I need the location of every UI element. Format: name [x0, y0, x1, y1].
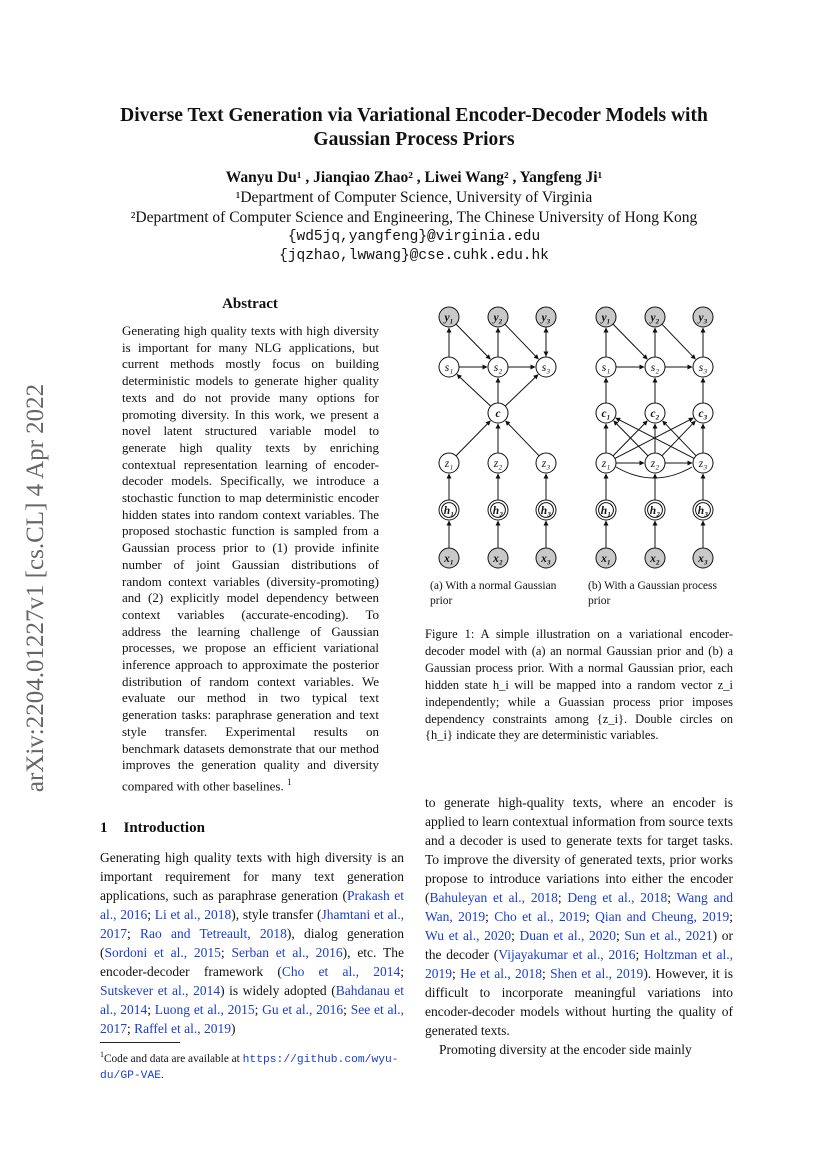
svg-text:x₃: x₃: [541, 553, 551, 565]
node-h: [488, 500, 508, 520]
svg-text:s₃: s₃: [698, 362, 708, 374]
svg-text:h₃: h₃: [540, 505, 552, 517]
svg-text:y₃: y₃: [698, 312, 708, 324]
node-x: [645, 548, 665, 568]
graph-edge: [456, 421, 490, 456]
footnote-mark: 1: [100, 1050, 104, 1059]
node-x: [439, 548, 459, 568]
text-run: ): [231, 1021, 236, 1036]
email-2: {jqzhao,lwwang}@cse.cuhk.edu.hk: [279, 248, 549, 264]
text-run: ) is widely adopted (: [220, 983, 336, 998]
footnote-rule: [100, 1042, 180, 1043]
graph-edge: [662, 324, 695, 359]
title-line-1: Diverse Text Generation via Variational Encoder-Decoder Models with: [120, 105, 708, 126]
node-s: [596, 357, 616, 377]
authors: Wanyu Du¹ , Jianqiao Zhao² , Liwei Wang² , Yangfeng Ji¹: [225, 169, 603, 186]
svg-text:c₂: c₂: [650, 408, 660, 420]
citation-link[interactable]: Cho et al., 2019: [494, 909, 586, 924]
figure-1: [422, 296, 738, 616]
node-y: [439, 307, 459, 327]
subcaption-b: (b) With a Gaussian process prior: [588, 580, 717, 607]
footnote-url-link[interactable]: https://github.com/wyu-du/GP-VAE: [100, 1053, 399, 1083]
node-x: [693, 548, 713, 568]
citation-link[interactable]: Vijayakumar et al., 2016: [498, 947, 636, 962]
svg-text:x₁: x₁: [444, 553, 454, 565]
svg-text:s₂: s₂: [493, 362, 503, 374]
svg-text:z₁: z₁: [444, 458, 454, 470]
citation-link[interactable]: Cho et al., 2014: [281, 964, 401, 979]
abstract-body: [122, 323, 379, 795]
arxiv-stamp: [6, 318, 66, 858]
svg-text:h₁: h₁: [600, 505, 612, 517]
svg-text:z₃: z₃: [698, 458, 708, 470]
svg-text:y₂: y₂: [650, 312, 660, 324]
section-title: Introduction: [123, 820, 205, 836]
citation-link[interactable]: Serban et al., 2016: [231, 945, 343, 960]
citation-link[interactable]: Jhamtani et al., 2017: [100, 907, 405, 941]
citation-link[interactable]: Deng et al., 2018: [567, 890, 668, 905]
node-y: [536, 307, 556, 327]
citation-link[interactable]: Li et al., 2018: [154, 907, 232, 922]
svg-text:y₂: y₂: [493, 312, 503, 324]
intro-paragraph: Generating high quality texts with high diversity is an important requirement for many text generation applications, such as paraphrase generation (Prakash et al., 2016; Li et al., 2018), style transfer (Jhamtani et al., 2017; Rao and Tetreault, 2018), dialog generation (Sordoni et al., 2015; Serban et al., 2016), etc. The encoder-decoder framework (Cho et al., 2014; Sutskever et al., 2014) is widely adopted (Bahdanau et al., 2014; Luong et al., 2015; Gu et al., 2016; See et al., 2017; Raffel et al., 2019): [100, 850, 405, 1036]
svg-text:x₂: x₂: [493, 553, 503, 565]
node-s: [645, 357, 665, 377]
node-z: [536, 453, 556, 473]
footnote: [100, 1047, 404, 1085]
svg-text:h₁: h₁: [443, 505, 455, 517]
email-1: {wd5jq,yangfeng}@virginia.edu: [287, 229, 541, 245]
node-z: [645, 453, 665, 473]
citation-link[interactable]: Wang and Wan, 2019: [425, 890, 733, 924]
svg-text:c₃: c₃: [698, 408, 708, 420]
svg-text:x₁: x₁: [601, 553, 611, 565]
svg-text:z₃: z₃: [541, 458, 551, 470]
svg-text:c₁: c₁: [601, 408, 611, 420]
text-run: ), etc. The encoder-decoder framework (: [100, 945, 404, 979]
text-run: ). However, it is difficult to incorporate meaningful variations into encoder-decoder models without hurting the quality of generated texts.: [425, 966, 733, 1038]
node-y: [488, 307, 508, 327]
text-run: ) or the decoder (: [425, 928, 733, 962]
citation-link[interactable]: Holtzman et al., 2019: [425, 947, 733, 981]
svg-text:s₂: s₂: [650, 362, 660, 374]
node-s: [536, 357, 556, 377]
citation-link[interactable]: Raffel et al., 2019: [134, 1021, 231, 1036]
svg-text:h₂: h₂: [492, 505, 504, 517]
node-c: [645, 403, 665, 423]
node-z: [596, 453, 616, 473]
node-c: [488, 403, 508, 423]
graph-edge: [613, 324, 647, 359]
node-z: [488, 453, 508, 473]
paragraph-next: Promoting diversity at the encoder side mainly: [439, 1042, 692, 1057]
citation-link[interactable]: Sordoni et al., 2015: [104, 945, 221, 960]
title-line-2: Gaussian Process Priors: [313, 129, 515, 150]
node-h: [693, 500, 713, 520]
node-h: [596, 500, 616, 520]
citation-link[interactable]: Bahdanau et al., 2014: [100, 983, 404, 1017]
citation-link[interactable]: Sun et al., 2021: [624, 928, 713, 943]
svg-text:z₂: z₂: [493, 458, 503, 470]
node-y: [596, 307, 616, 327]
svg-text:y₁: y₁: [444, 312, 454, 324]
paper-title: [60, 104, 768, 152]
footnote-text: Code and data are available at: [104, 1052, 243, 1065]
node-z: [439, 453, 459, 473]
svg-text:s₁: s₁: [444, 362, 454, 374]
svg-text:z₂: z₂: [650, 458, 660, 470]
citation-link[interactable]: Bahuleyan et al., 2018: [429, 890, 558, 905]
citation-link[interactable]: Qian and Cheung, 2019: [595, 909, 730, 924]
figure-caption: [425, 626, 733, 744]
section-heading: [100, 820, 205, 837]
paragraph-continued: to generate high-quality texts, where an encoder is applied to learn contextual information from source texts and a decoder is used to generate texts for target tasks. To improve the diversity of generated texts, prior works propose to introduce variations into either the encoder (Bahuleyan et al., 2018; Deng et al., 2018; Wang and Wan, 2019; Cho et al., 2019; Qian and Cheung, 2019; Wu et al., 2020; Duan et al., 2020; Sun et al., 2021) or the decoder (Vijayakumar et al., 2016; Holtzman et al., 2019; He et al., 2018; Shen et al., 2019). However, it is difficult to incorporate meaningful variations into encoder-decoder models without hurting the quality of generated texts.: [425, 795, 733, 1038]
node-c: [596, 403, 616, 423]
citation-link[interactable]: He et al., 2018: [460, 966, 543, 981]
abstract-footnote-mark: 1: [286, 776, 292, 787]
node-h: [439, 500, 459, 520]
abstract-heading: Abstract: [222, 296, 278, 312]
affiliation-1: ¹Department of Computer Science, University of Virginia: [235, 189, 593, 206]
citation-link[interactable]: See et al., 2017: [100, 1002, 404, 1036]
abstract-text: Generating high quality texts with high diversity is important for many NLG applications, but current methods mostly focus on building deterministic models to generate higher quality texts and do not provide many options for promoting diversity. In this work, we present a novel latent structured variable model to generate high quality texts by enriching contextual representation learning of encoder-decoder models. Specifically, we introduce a stochastic function to map deterministic encoder hidden states into random context variables. The proposed stochastic function is sampled from a Gaussian process prior to (1) provide infinite number of joint Gaussian distributions of random context variables (diversity-promoting) and (2) explicitly model dependency between context variables (accurate-encoding). To address the learning challenge of Gaussian processes, we propose an efficient variational inference approach to approximate the posterior distribution of random context variables. We evaluate our method in two typical text generation tasks: paraphrase generation and text style transfer. Experimental results on benchmark datasets demonstrate that our method improves the generation quality and diversity compared with other baselines.: [122, 323, 379, 794]
graph-edge: [505, 375, 538, 406]
citation-link[interactable]: Shen et al., 2019: [550, 966, 644, 981]
figure-graphs: [422, 296, 738, 616]
svg-text:x₂: x₂: [650, 553, 660, 565]
citation-link[interactable]: Luong et al., 2015: [154, 1002, 255, 1017]
svg-text:y₁: y₁: [601, 312, 611, 324]
node-y: [645, 307, 665, 327]
text-run: to generate high-quality texts, where an encoder is applied to learn contextual information from source texts and a decoder is used to generate texts for target tasks. To improve the diversity of generated texts, prior works propose to introduce variations into either the encoder (: [425, 795, 733, 905]
svg-text:s₁: s₁: [601, 362, 611, 374]
right-column-text: [425, 793, 733, 1059]
svg-text:h₃: h₃: [697, 505, 709, 517]
text-run: Generating high quality texts with high diversity is an important requirement for many text generation applications, such as paraphrase generation (: [100, 850, 404, 903]
svg-text:c: c: [495, 408, 501, 420]
graph-edge: [456, 324, 490, 359]
node-x: [488, 548, 508, 568]
node-x: [536, 548, 556, 568]
affiliation-2: ²Department of Computer Science and Engineering, The Chinese University of Hong Kong: [130, 209, 698, 226]
caption-text: Figure 1: A simple illustration on a variational encoder-decoder model with (a) an normal Gaussian prior and (b) a Gaussian process prior. With a normal Gaussian prior, each hidden state h_i will be mapped into a random vector z_i independently; while a Guassian process prior imposes dependency constraints among {z_i}. Double circles on {h_i} indicate they are deterministic variables.: [425, 627, 733, 743]
node-h: [536, 500, 556, 520]
node-s: [439, 357, 459, 377]
svg-text:h₂: h₂: [649, 505, 661, 517]
graph-edge: [506, 421, 539, 456]
graph-edge: [505, 324, 538, 359]
graph-nodes: [439, 307, 713, 568]
node-z: [693, 453, 713, 473]
subcaption-a: (a) With a normal Gaussian prior: [430, 580, 557, 607]
footnote-end: .: [161, 1069, 164, 1082]
text-run: ), dialog generation (: [100, 926, 404, 960]
node-h: [645, 500, 665, 520]
svg-text:z₁: z₁: [601, 458, 611, 470]
node-y: [693, 307, 713, 327]
svg-text:y₃: y₃: [541, 312, 551, 324]
graph-edge: [457, 375, 491, 407]
citation-link[interactable]: Duan et al., 2020: [519, 928, 616, 943]
node-x: [596, 548, 616, 568]
citation-link[interactable]: Wu et al., 2020: [425, 928, 512, 943]
svg-text:x₃: x₃: [698, 553, 708, 565]
node-s: [693, 357, 713, 377]
section-number: 1: [100, 820, 108, 836]
svg-text:s₃: s₃: [541, 362, 551, 374]
citation-link[interactable]: Gu et al., 2016: [262, 1002, 344, 1017]
text-run: ), style transfer (: [231, 907, 322, 922]
node-c: [693, 403, 713, 423]
node-s: [488, 357, 508, 377]
citation-link[interactable]: Rao and Tetreault, 2018: [140, 926, 287, 941]
arxiv-id: arXiv:2204.01227v1 [cs.CL] 4 Apr 2022: [22, 383, 49, 793]
citation-link[interactable]: Sutskever et al., 2014: [100, 983, 221, 998]
citation-link[interactable]: Prakash et al., 2016: [100, 888, 405, 922]
